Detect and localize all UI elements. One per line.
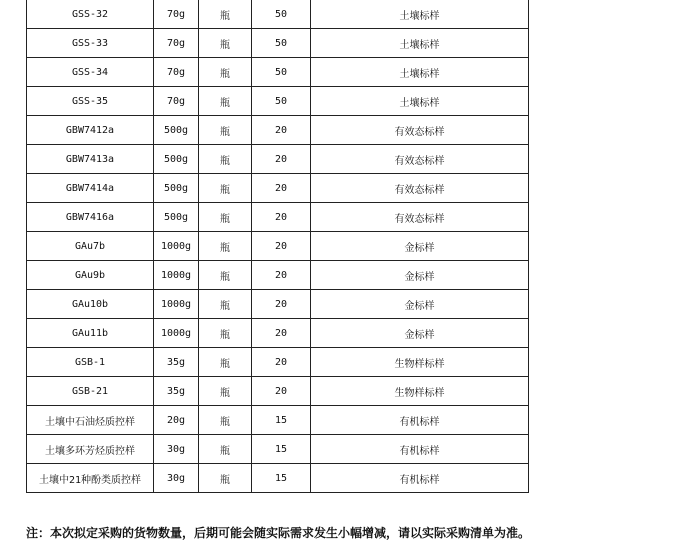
cell-type: 生物样标样 (311, 377, 529, 406)
cell-quantity: 15 (252, 435, 311, 464)
cell-code: GBW7414a (27, 174, 154, 203)
cell-code: GSB-1 (27, 348, 154, 377)
cell-quantity: 50 (252, 29, 311, 58)
cell-unit: 瓶 (199, 145, 252, 174)
cell-type: 有机标样 (311, 406, 529, 435)
cell-type: 土壤标样 (311, 58, 529, 87)
table-row (27, 232, 529, 261)
cell-unit: 瓶 (199, 319, 252, 348)
cell-quantity: 20 (252, 348, 311, 377)
cell-code: GAu11b (27, 319, 154, 348)
cell-quantity: 20 (252, 174, 311, 203)
table-row (27, 348, 529, 377)
cell-spec: 30g (154, 464, 199, 493)
cell-code: GSS-35 (27, 87, 154, 116)
cell-unit: 瓶 (199, 290, 252, 319)
cell-unit: 瓶 (199, 58, 252, 87)
table-row (27, 203, 529, 232)
table-row (27, 377, 529, 406)
cell-code: GAu10b (27, 290, 154, 319)
cell-unit: 瓶 (199, 174, 252, 203)
cell-type: 有效态标样 (311, 203, 529, 232)
cell-code: 土壤中21种酚类质控样 (27, 464, 154, 493)
cell-code: GAu9b (27, 261, 154, 290)
cell-spec: 1000g (154, 290, 199, 319)
cell-code: GSS-32 (27, 0, 154, 29)
table-row (27, 435, 529, 464)
cell-spec: 35g (154, 377, 199, 406)
cell-unit: 瓶 (199, 377, 252, 406)
cell-spec: 1000g (154, 232, 199, 261)
cell-spec: 500g (154, 174, 199, 203)
cell-spec: 500g (154, 145, 199, 174)
cell-unit: 瓶 (199, 232, 252, 261)
cell-type: 金标样 (311, 261, 529, 290)
cell-quantity: 20 (252, 377, 311, 406)
cell-type: 金标样 (311, 232, 529, 261)
cell-unit: 瓶 (199, 435, 252, 464)
table-row (27, 290, 529, 319)
cell-spec: 20g (154, 406, 199, 435)
cell-type: 土壤标样 (311, 0, 529, 29)
cell-code: GSB-21 (27, 377, 154, 406)
footnote: 注：本次拟定采购的货物数量，后期可能会随实际需求发生小幅增减，请以实际采购清单为准。 (26, 526, 531, 540)
cell-unit: 瓶 (199, 0, 252, 29)
table-row (27, 174, 529, 203)
cell-quantity: 50 (252, 58, 311, 87)
cell-spec: 70g (154, 0, 199, 29)
table-body (27, 0, 529, 493)
table-row (27, 0, 529, 29)
table-row (27, 87, 529, 116)
cell-spec: 70g (154, 29, 199, 58)
cell-type: 土壤标样 (311, 87, 529, 116)
cell-code: GAu7b (27, 232, 154, 261)
cell-unit: 瓶 (199, 87, 252, 116)
cell-unit: 瓶 (199, 261, 252, 290)
cell-code: GBW7413a (27, 145, 154, 174)
cell-unit: 瓶 (199, 406, 252, 435)
cell-code: GSS-33 (27, 29, 154, 58)
table-row (27, 58, 529, 87)
cell-type: 生物样标样 (311, 348, 529, 377)
table-row (27, 261, 529, 290)
cell-quantity: 20 (252, 290, 311, 319)
cell-unit: 瓶 (199, 116, 252, 145)
purchase-table (26, 0, 529, 493)
cell-type: 有效态标样 (311, 116, 529, 145)
cell-quantity: 20 (252, 145, 311, 174)
table-row (27, 406, 529, 435)
cell-unit: 瓶 (199, 348, 252, 377)
cell-spec: 70g (154, 58, 199, 87)
cell-code: GBW7416a (27, 203, 154, 232)
cell-quantity: 20 (252, 261, 311, 290)
cell-type: 金标样 (311, 290, 529, 319)
cell-unit: 瓶 (199, 29, 252, 58)
cell-spec: 1000g (154, 319, 199, 348)
cell-spec: 30g (154, 435, 199, 464)
cell-type: 金标样 (311, 319, 529, 348)
table-row (27, 116, 529, 145)
cell-type: 土壤标样 (311, 29, 529, 58)
cell-spec: 500g (154, 203, 199, 232)
cell-spec: 70g (154, 87, 199, 116)
cell-code: 土壤多环芳烃质控样 (27, 435, 154, 464)
cell-quantity: 20 (252, 319, 311, 348)
cell-quantity: 50 (252, 0, 311, 29)
cell-quantity: 20 (252, 232, 311, 261)
cell-spec: 1000g (154, 261, 199, 290)
table-row (27, 464, 529, 493)
cell-quantity: 50 (252, 87, 311, 116)
cell-type: 有效态标样 (311, 174, 529, 203)
cell-code: 土壤中石油烃质控样 (27, 406, 154, 435)
table-row (27, 29, 529, 58)
cell-quantity: 20 (252, 203, 311, 232)
cell-spec: 500g (154, 116, 199, 145)
cell-unit: 瓶 (199, 203, 252, 232)
table-row (27, 145, 529, 174)
table-row (27, 319, 529, 348)
cell-type: 有效态标样 (311, 145, 529, 174)
cell-type: 有机标样 (311, 464, 529, 493)
cell-code: GBW7412a (27, 116, 154, 145)
cell-unit: 瓶 (199, 464, 252, 493)
cell-type: 有机标样 (311, 435, 529, 464)
cell-code: GSS-34 (27, 58, 154, 87)
cell-quantity: 15 (252, 406, 311, 435)
cell-quantity: 20 (252, 116, 311, 145)
cell-quantity: 15 (252, 464, 311, 493)
cell-spec: 35g (154, 348, 199, 377)
